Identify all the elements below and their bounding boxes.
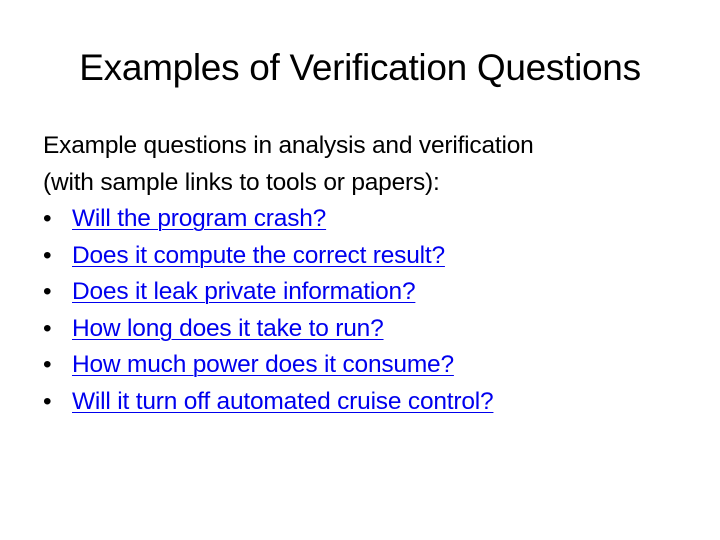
slide-body bbox=[43, 128, 703, 420]
bullet-icon: • bbox=[43, 205, 52, 232]
list-item bbox=[43, 201, 703, 238]
list-item bbox=[43, 274, 703, 311]
list-item bbox=[43, 311, 703, 348]
intro-line: Example questions in analysis and verification bbox=[43, 132, 534, 159]
bullet-icon: • bbox=[43, 387, 52, 415]
list-item bbox=[43, 384, 703, 421]
bullet-icon: • bbox=[43, 351, 52, 378]
bullet-icon: • bbox=[43, 278, 52, 305]
bullet-icon: • bbox=[43, 314, 52, 342]
list-item bbox=[43, 347, 703, 384]
question-link-correct-result[interactable]: Does it compute the correct result? bbox=[72, 241, 445, 269]
question-link-power[interactable]: How much power does it consume? bbox=[72, 351, 454, 378]
question-link-cruise-control[interactable]: Will it turn off automated cruise control? bbox=[72, 387, 494, 415]
question-link-crash[interactable]: Will the program crash? bbox=[72, 205, 327, 232]
question-link-leak-info[interactable]: Does it leak private information? bbox=[72, 278, 416, 305]
intro-line: (with sample links to tools or papers): bbox=[43, 168, 440, 196]
slide-title: Examples of Verification Questions bbox=[79, 47, 641, 88]
bullet-icon: • bbox=[43, 241, 52, 269]
list-item bbox=[43, 238, 703, 275]
question-link-run-time[interactable]: How long does it take to run? bbox=[72, 314, 384, 342]
question-list bbox=[43, 201, 703, 420]
